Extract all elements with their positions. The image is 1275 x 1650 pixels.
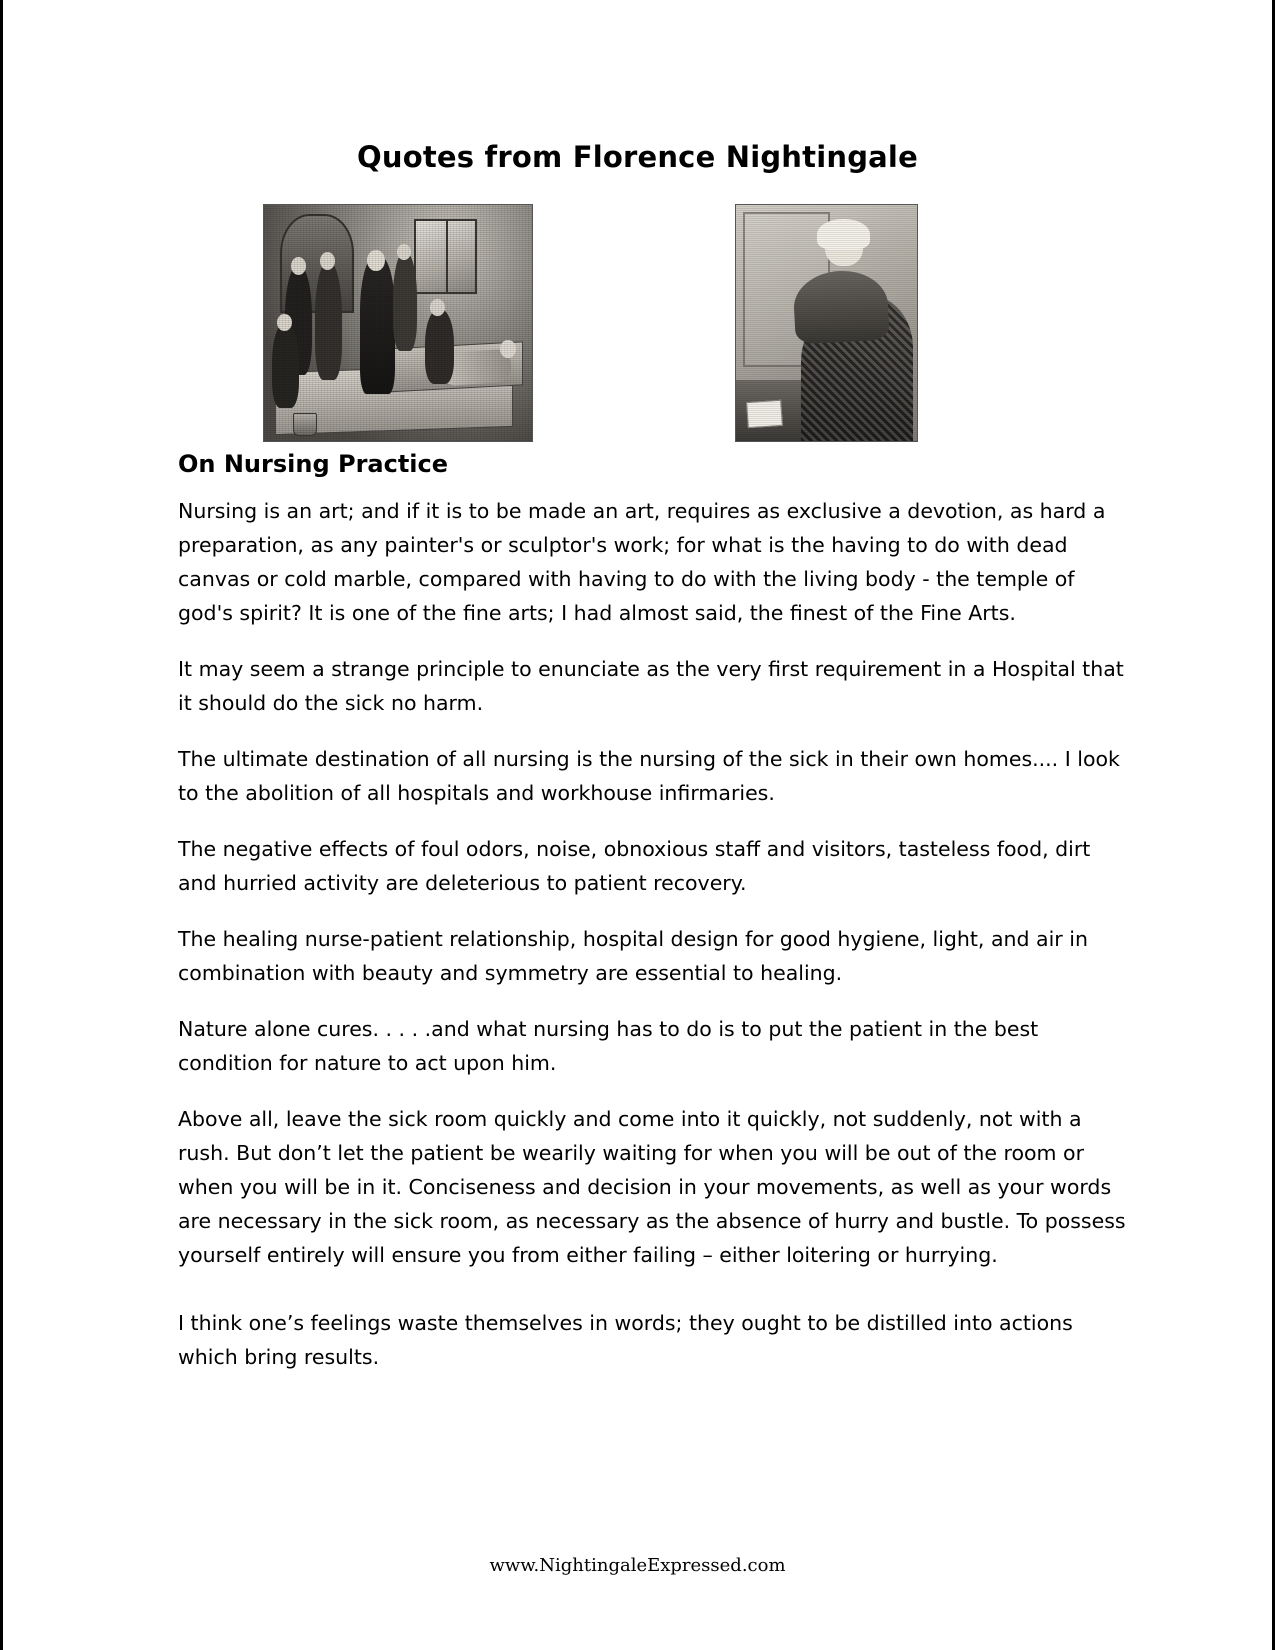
quote-1: Nursing is an art; and if it is to be made an art, requires as exclusive a devotion, as hard a preparation, as any painter's or sculptor's work; for what is the having to do with dead canvas or cold marble, compared with having to do with the living body - the temple of god's spirit? It is one of the fine arts; I had almost said, the finest of the Fine Arts. [178, 499, 1106, 625]
portrait-photo-texture [736, 205, 917, 441]
quote-6: Nature alone cures. . . . .and what nursing has to do is to put the patient in the best condition for nature to act upon him. [178, 1017, 1039, 1075]
images-row [0, 204, 1275, 440]
footer-website-url: www.NightingaleExpressed.com [489, 1555, 786, 1576]
section-heading-on-nursing-practice: On Nursing Practice [178, 450, 449, 478]
florence-nightingale-portrait-image [735, 204, 918, 442]
quote-2: It may seem a strange principle to enunciate as the very first requirement in a Hospital that it should do the sick no harm. [178, 657, 1124, 715]
quote-3: The ultimate destination of all nursing is the nursing of the sick in their own homes.... I look to the abolition of all hospitals and workhouse infirmaries. [178, 747, 1120, 805]
page-title: Quotes from Florence Nightingale [357, 140, 918, 174]
quote-8: I think one’s feelings waste themselves in words; they ought to be distilled into actions which bring results. [178, 1311, 1073, 1369]
quote-7: Above all, leave the sick room quickly and come into it quickly, not suddenly, not with a rush. But don’t let the patient be wearily waiting for when you will be out of the room or when you will be in it. Conciseness and decision in your movements, as well as your words are necessary in the sick room, as necessary as the absence of hurry and bustle. To possess yourself entirely will ensure you from either failing – either loitering or hurrying. [178, 1107, 1126, 1267]
quote-5: The healing nurse-patient relationship, hospital design for good hygiene, light, and air in combination with beauty and symmetry are essential to healing. [178, 927, 1088, 985]
florence-nightingale-ward-scene-image [263, 204, 533, 442]
document-body [178, 450, 1128, 1396]
ward-engraving-texture [264, 205, 532, 441]
quote-4: The negative effects of foul odors, noise, obnoxious staff and visitors, tasteless food, dirt and hurried activity are deleterious to patient recovery. [178, 837, 1091, 895]
